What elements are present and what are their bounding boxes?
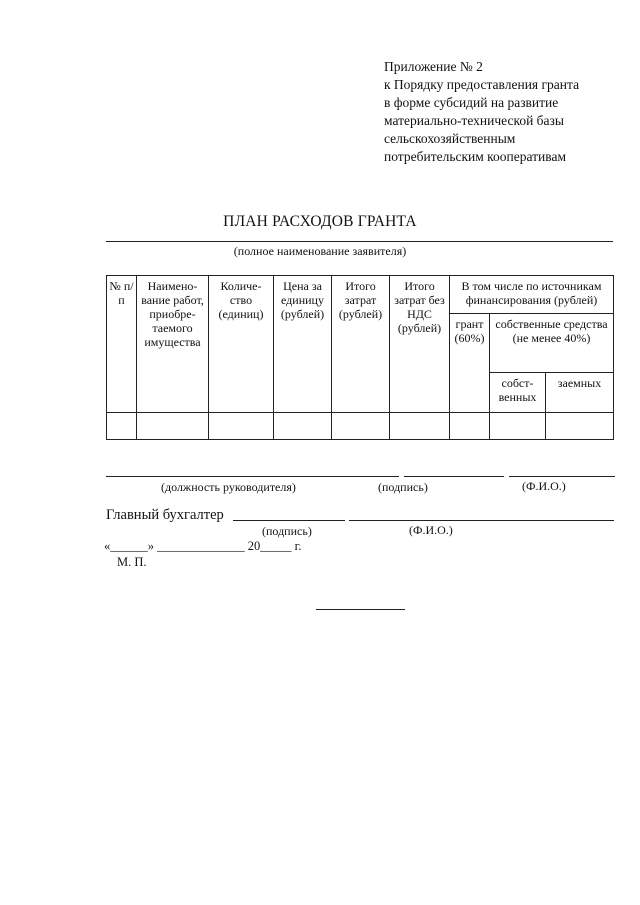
header-total-novat: Итого затрат без НДС (рублей): [390, 276, 450, 413]
appendix-line: потребительским кооперативам: [384, 149, 567, 164]
fio-line: [509, 476, 615, 477]
table-cell: [107, 413, 137, 440]
expense-plan-table: [106, 275, 614, 440]
stamp-label: М. П.: [117, 555, 147, 569]
applicant-name-line: [106, 241, 613, 242]
accountant-signature-line: [233, 520, 345, 521]
header-price: Цена за единицу (рублей): [274, 276, 332, 413]
signature-line: [404, 476, 504, 477]
sign-caption: (подпись): [378, 480, 428, 494]
applicant-caption: (полное наименование заявителя): [233, 244, 407, 258]
header-num: № п/п: [107, 276, 137, 413]
accountant-sign-caption: (подпись): [262, 524, 312, 538]
appendix-line: Приложение № 2: [384, 59, 483, 74]
table-cell: [332, 413, 390, 440]
table-cell: [390, 413, 450, 440]
table-cell: [546, 413, 614, 440]
position-caption: (должность руководителя): [161, 480, 296, 494]
chief-accountant-label: Главный бухгалтер: [106, 507, 224, 523]
header-own-funds: собственные средства (не менее 40%): [490, 314, 614, 373]
header-qty: Количе-ство (единиц): [209, 276, 274, 413]
header-grant: грант (60%): [450, 314, 490, 413]
table-cell: [137, 413, 209, 440]
appendix-line: сельскохозяйственным: [384, 131, 516, 146]
appendix-line: в форме субсидий на развитие: [384, 95, 559, 110]
appendix-block: [384, 58, 579, 166]
appendix-line: материально-технической базы: [384, 113, 564, 128]
accountant-fio-caption: (Ф.И.О.): [409, 523, 453, 537]
table-cell: [490, 413, 546, 440]
table-cell: [450, 413, 490, 440]
table-cell: [209, 413, 274, 440]
header-total: Итого затрат (рублей): [332, 276, 390, 413]
header-name: Наимено-вание работ, приобре-таемого имущества: [137, 276, 209, 413]
header-sources: В том числе по источникам финансирования (рублей): [450, 276, 614, 314]
footer-divider: [316, 609, 405, 610]
table-cell: [274, 413, 332, 440]
date-line: «______» ______________ 20_____ г.: [104, 539, 302, 553]
document-title: ПЛАН РАСХОДОВ ГРАНТА: [223, 213, 417, 230]
header-own-borrowed: заемных: [546, 373, 614, 413]
appendix-line: к Порядку предоставления гранта: [384, 77, 580, 92]
accountant-fio-line: [349, 520, 614, 521]
fio-caption: (Ф.И.О.): [522, 479, 566, 493]
position-line: [106, 476, 399, 477]
header-own-own: собст-венных: [490, 373, 546, 413]
